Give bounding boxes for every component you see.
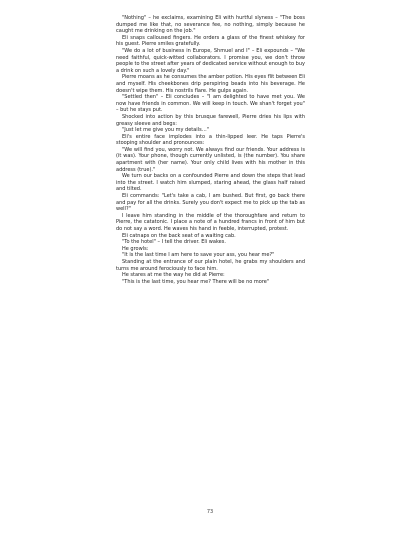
paragraph: "We do a lot of business in Europe, Shmuel and I" – Eli expounds – "We need faithful, quick-witted collaborators. I promise you, we don't throw people to the street after years of dedicated service without enough to buy a drink on such a lovely day." (116, 47, 305, 74)
paragraph: Standing at the entrance of our plain hotel, he grabs my shoulders and turns me around ferociously to face him. (116, 258, 305, 272)
paragraph: Shocked into action by this brusque farewell, Pierre dries his lips with greasy sleeve and begs: (116, 113, 305, 127)
paragraph: He stares at me the way he did at Pierre: (122, 272, 225, 279)
paragraph: Pierre moans as he consumes the amber potion. His eyes flit between Eli and myself. His cheekbones drip perspiring beads into his beverage. He doesn't wipe them. His nostrils flare. He gulps again. (116, 74, 305, 94)
paragraph: Eli catnaps on the back seat of a waiting cab. (122, 232, 236, 239)
paragraph: "To the hotel" – I tell the driver. Eli wakes. (122, 239, 226, 246)
paragraph: "It is the last time I am here to save your ass, you hear me?" (122, 252, 275, 259)
paragraph: Eli commands: "Let's take a cab, I am bushed. But first, go back there and pay for all the drinks. Surely you don't expect me to pick up the tab as well?" (116, 193, 305, 213)
paragraph: We turn our backs on a confounded Pierre and down the steps that lead into the street. I watch him slumped, staring ahead, the glass half raised and tilted. (116, 173, 305, 193)
paragraph: "We will find you, worry not. We always find our friends. Your address is (it was). Your phone, though currently unlisted, is (the number). You share apartment with (her name). Your only child lives with his mother in this address (true)." (116, 146, 305, 173)
paragraph: "Settled then" – Eli concludes – "I am delighted to have met you. We now have friends in common. We will keep in touch. We shan't forget you" – but he stays put. (116, 94, 305, 114)
body-text (116, 15, 305, 285)
paragraph: Eli snaps calloused fingers. He orders a glass of the finest whiskey for his guest. Pierre smiles gratefully. (116, 34, 305, 48)
paragraph: "Nothing" – he exclaims, examining Eli with hurtful slyness – "The boss dumped me like that, no severance fee, no nothing, simply because he caught me drinking on the job." (116, 15, 305, 35)
paragraph: He growls: (122, 245, 149, 252)
paragraph: I leave him standing in the middle of the thoroughfare and return to Pierre, the catatonic. I place a note of a hundred francs in front of him but do not say a word. He waves his hand in feeble, interrupted, protest. (116, 212, 305, 232)
page-number: 73 (206, 509, 214, 515)
paragraph: "This is the last time, you hear me? There will be no more" (122, 278, 270, 285)
paragraph: Eli's entire face implodes into a thin-lipped leer. He taps Pierre's stooping shoulder and pronounces: (116, 133, 305, 147)
paragraph: "Just let me give you my details…" (122, 127, 209, 134)
